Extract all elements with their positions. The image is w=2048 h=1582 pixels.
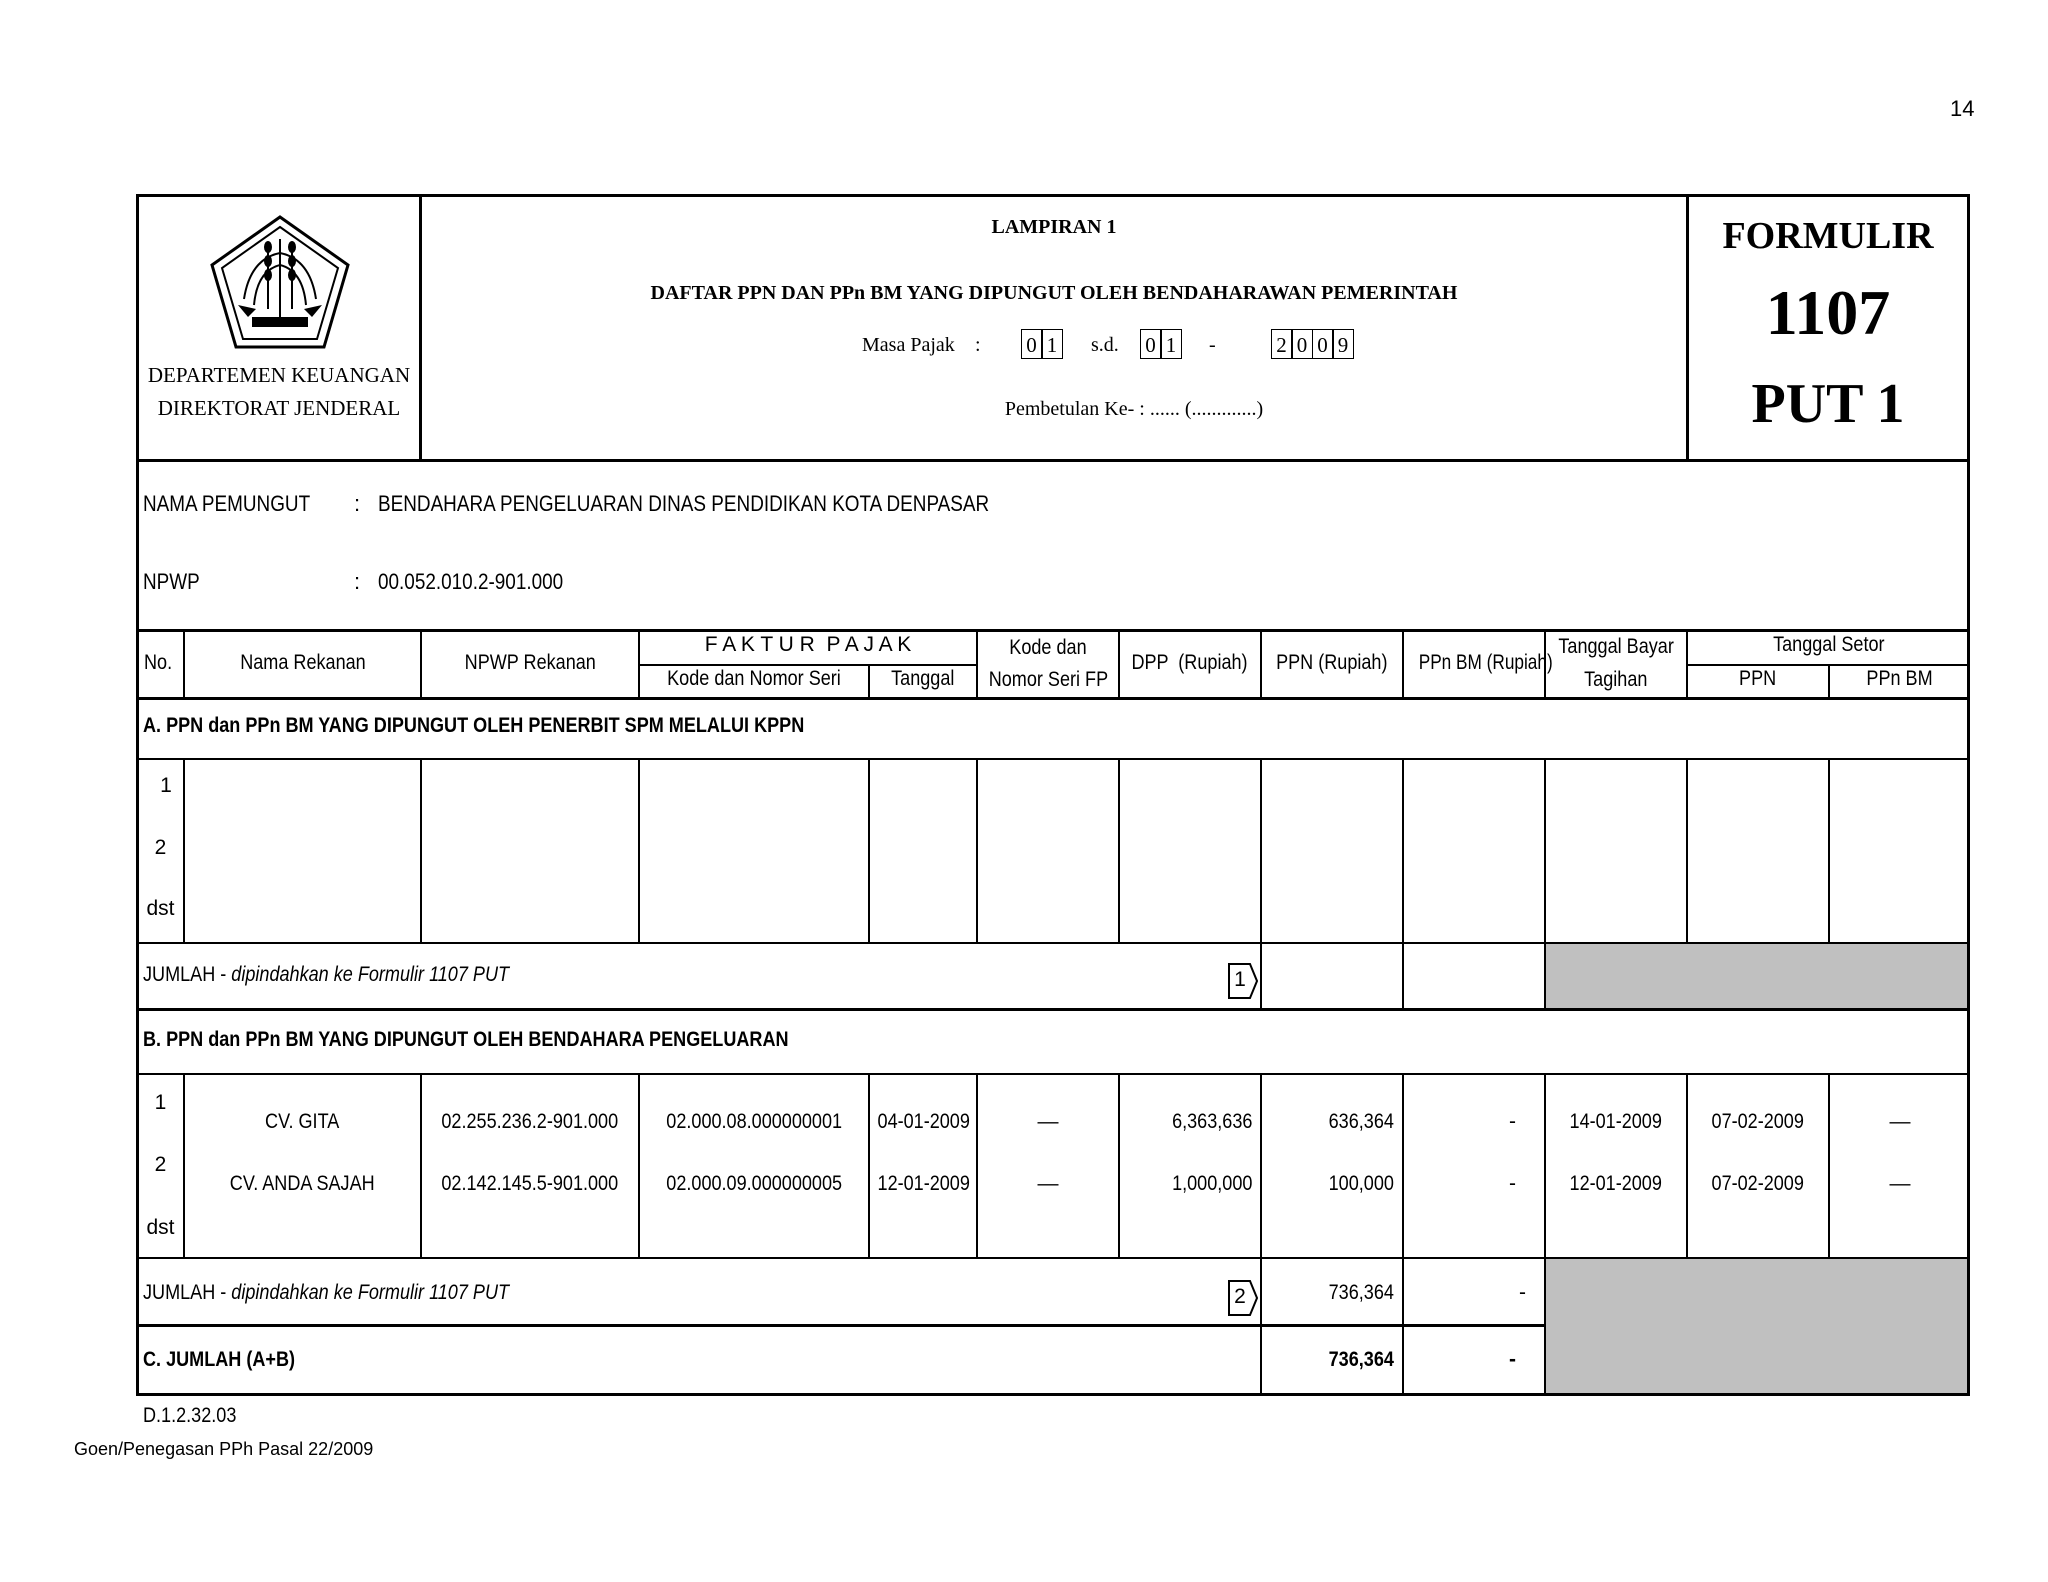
section-c-title: C. JUMLAH (A+B) [143, 1348, 296, 1371]
table-row-2-nama: CV. ANDA SAJAH [230, 1172, 375, 1195]
masa-pajak-label: Masa Pajak [862, 334, 955, 356]
section-a-row-no: 1 [160, 774, 172, 797]
digit-box: 0 [1140, 329, 1162, 359]
section-b-jumlah-ppnbm: - [1519, 1281, 1526, 1304]
col-dpp: DPP (Rupiah) [1131, 651, 1249, 674]
table-row-1-dpp: 6,363,636 [1171, 1110, 1252, 1133]
table-row-2-setor-ppnbm: — [1889, 1172, 1911, 1195]
table-row-1-tanggal: 04-01-2009 [877, 1110, 970, 1133]
marker-2-label: 2 [1234, 1285, 1246, 1308]
digit-box: 1 [1041, 329, 1063, 359]
table-row-2-tanggal: 12-01-2009 [877, 1172, 970, 1195]
section-b-row-no: 1 [154, 1091, 167, 1114]
table-row-1-npwp: 02.255.236.2-901.000 [441, 1110, 619, 1133]
pembetulan-label: Pembetulan Ke- : ...... (.............) [1004, 398, 1264, 420]
marker-1-label: 1 [1234, 968, 1246, 991]
nama-pemungut-colon: : [354, 491, 361, 516]
sd-label: s.d. [1091, 334, 1119, 356]
masa-to-boxes [1141, 329, 1182, 359]
emblem-icon [208, 213, 352, 353]
section-c-ppnbm: - [1509, 1348, 1516, 1371]
col-tanggal-setor: Tanggal Setor [1773, 633, 1885, 656]
col-kode-dan: Kode dan [1009, 636, 1087, 659]
npwp-value: 00.052.010.2-901.000 [378, 569, 564, 594]
form-title: DAFTAR PPN DAN PPn BM YANG DIPUNGUT OLEH BENDAHARAWAN PEMERINTAH [650, 282, 1458, 304]
table-row-1-setor-ppn: 07-02-2009 [1711, 1110, 1805, 1133]
digit-box: 1 [1160, 329, 1182, 359]
formulir-label: FORMULIR [1722, 215, 1934, 257]
lampiran-label: LAMPIRAN 1 [991, 216, 1117, 238]
table-row-2-ppn: 100,000 [1328, 1172, 1394, 1195]
section-c-ppn: 736,364 [1328, 1348, 1394, 1371]
section-b-title: B. PPN dan PPn BM YANG DIPUNGUT OLEH BENDAHARA PENGELUARAN [143, 1028, 789, 1051]
agency-line-1: DEPARTEMEN KEUANGAN [147, 363, 411, 387]
col-kode-nomor-seri: Kode dan Nomor Seri [667, 667, 841, 690]
table-row-2-setor-ppn: 07-02-2009 [1711, 1172, 1805, 1195]
digit-box: 0 [1291, 329, 1313, 359]
table-row-2-ppnbm: - [1509, 1172, 1516, 1195]
col-faktur-pajak: F A K T U R P A J A K [704, 633, 912, 656]
section-b-row-no: dst [146, 1216, 175, 1239]
table-row-1-setor-ppnbm: — [1889, 1110, 1911, 1133]
footer-note: Goen/Penegasan PPh Pasal 22/2009 [74, 1439, 374, 1459]
col-tanggal: Tanggal [891, 667, 955, 690]
digit-box: 0 [1312, 329, 1334, 359]
npwp-label: NPWP [143, 569, 200, 594]
year-boxes [1272, 329, 1354, 359]
table-row-1-kode: 02.000.08.000000001 [666, 1110, 842, 1133]
table-row-2-kode: 02.000.09.000000005 [666, 1172, 842, 1195]
section-a-jumlah: JUMLAH - dipindahkan ke Formulir 1107 PUT [143, 963, 510, 986]
digit-box: 2 [1271, 329, 1293, 359]
section-b-shaded [1545, 1259, 1967, 1393]
table-row-1-ppnbm: - [1509, 1110, 1516, 1133]
masa-dash: - [1209, 334, 1216, 356]
col-npwp-rekanan: NPWP Rekanan [464, 651, 596, 674]
col-ppn: PPN (Rupiah) [1276, 651, 1388, 674]
section-b-row-no: 2 [154, 1153, 167, 1176]
formulir-code: PUT 1 [1751, 373, 1905, 435]
nama-pemungut-value: BENDAHARA PENGELUARAN DINAS PENDIDIKAN KOTA DENPASAR [378, 491, 990, 516]
col-tanggal-bayar: Tanggal Bayar [1558, 635, 1674, 658]
section-a-row-no: dst [146, 897, 175, 920]
footer-code: D.1.2.32.03 [143, 1404, 237, 1427]
table-row-1-nama: CV. GITA [265, 1110, 340, 1133]
table-row-1-tgl-bayar: 14-01-2009 [1569, 1110, 1663, 1133]
digit-box: 0 [1021, 329, 1043, 359]
col-setor-ppnbm: PPn BM [1866, 667, 1934, 690]
digit-box: 9 [1332, 329, 1354, 359]
col-no: No. [144, 651, 173, 674]
table-row-2-dpp: 1,000,000 [1171, 1172, 1252, 1195]
col-tagihan: Tagihan [1584, 668, 1648, 691]
section-b-jumlah: JUMLAH - dipindahkan ke Formulir 1107 PUT [143, 1281, 510, 1304]
col-setor-ppn: PPN [1739, 667, 1777, 690]
formulir-number: 1107 [1765, 277, 1891, 348]
section-a-title: A. PPN dan PPn BM YANG DIPUNGUT OLEH PENERBIT SPM MELALUI KPPN [143, 714, 805, 737]
npwp-colon: : [354, 569, 361, 594]
table-row-2-tgl-bayar: 12-01-2009 [1569, 1172, 1663, 1195]
page-number: 14 [1950, 96, 1975, 121]
section-a-shaded [1545, 944, 1967, 1009]
section-b-jumlah-ppn: 736,364 [1328, 1281, 1394, 1304]
nama-pemungut-label: NAMA PEMUNGUT [143, 491, 311, 516]
section-a-row-no: 2 [154, 836, 167, 859]
table-row-2-kode-fp: — [1037, 1172, 1059, 1195]
col-nama-rekanan: Nama Rekanan [239, 651, 366, 674]
col-nomor-seri-fp: Nomor Seri FP [988, 668, 1108, 691]
table-row-2-npwp: 02.142.145.5-901.000 [441, 1172, 619, 1195]
masa-from-boxes [1022, 329, 1063, 359]
table-row-1-ppn: 636,364 [1328, 1110, 1394, 1133]
table-row-1-kode-fp: — [1037, 1110, 1059, 1133]
col-ppnbm: PPn BM (Rupiah) [1418, 651, 1553, 674]
agency-line-2: DIREKTORAT JENDERAL [157, 396, 401, 420]
masa-pajak-colon: : [975, 334, 981, 356]
